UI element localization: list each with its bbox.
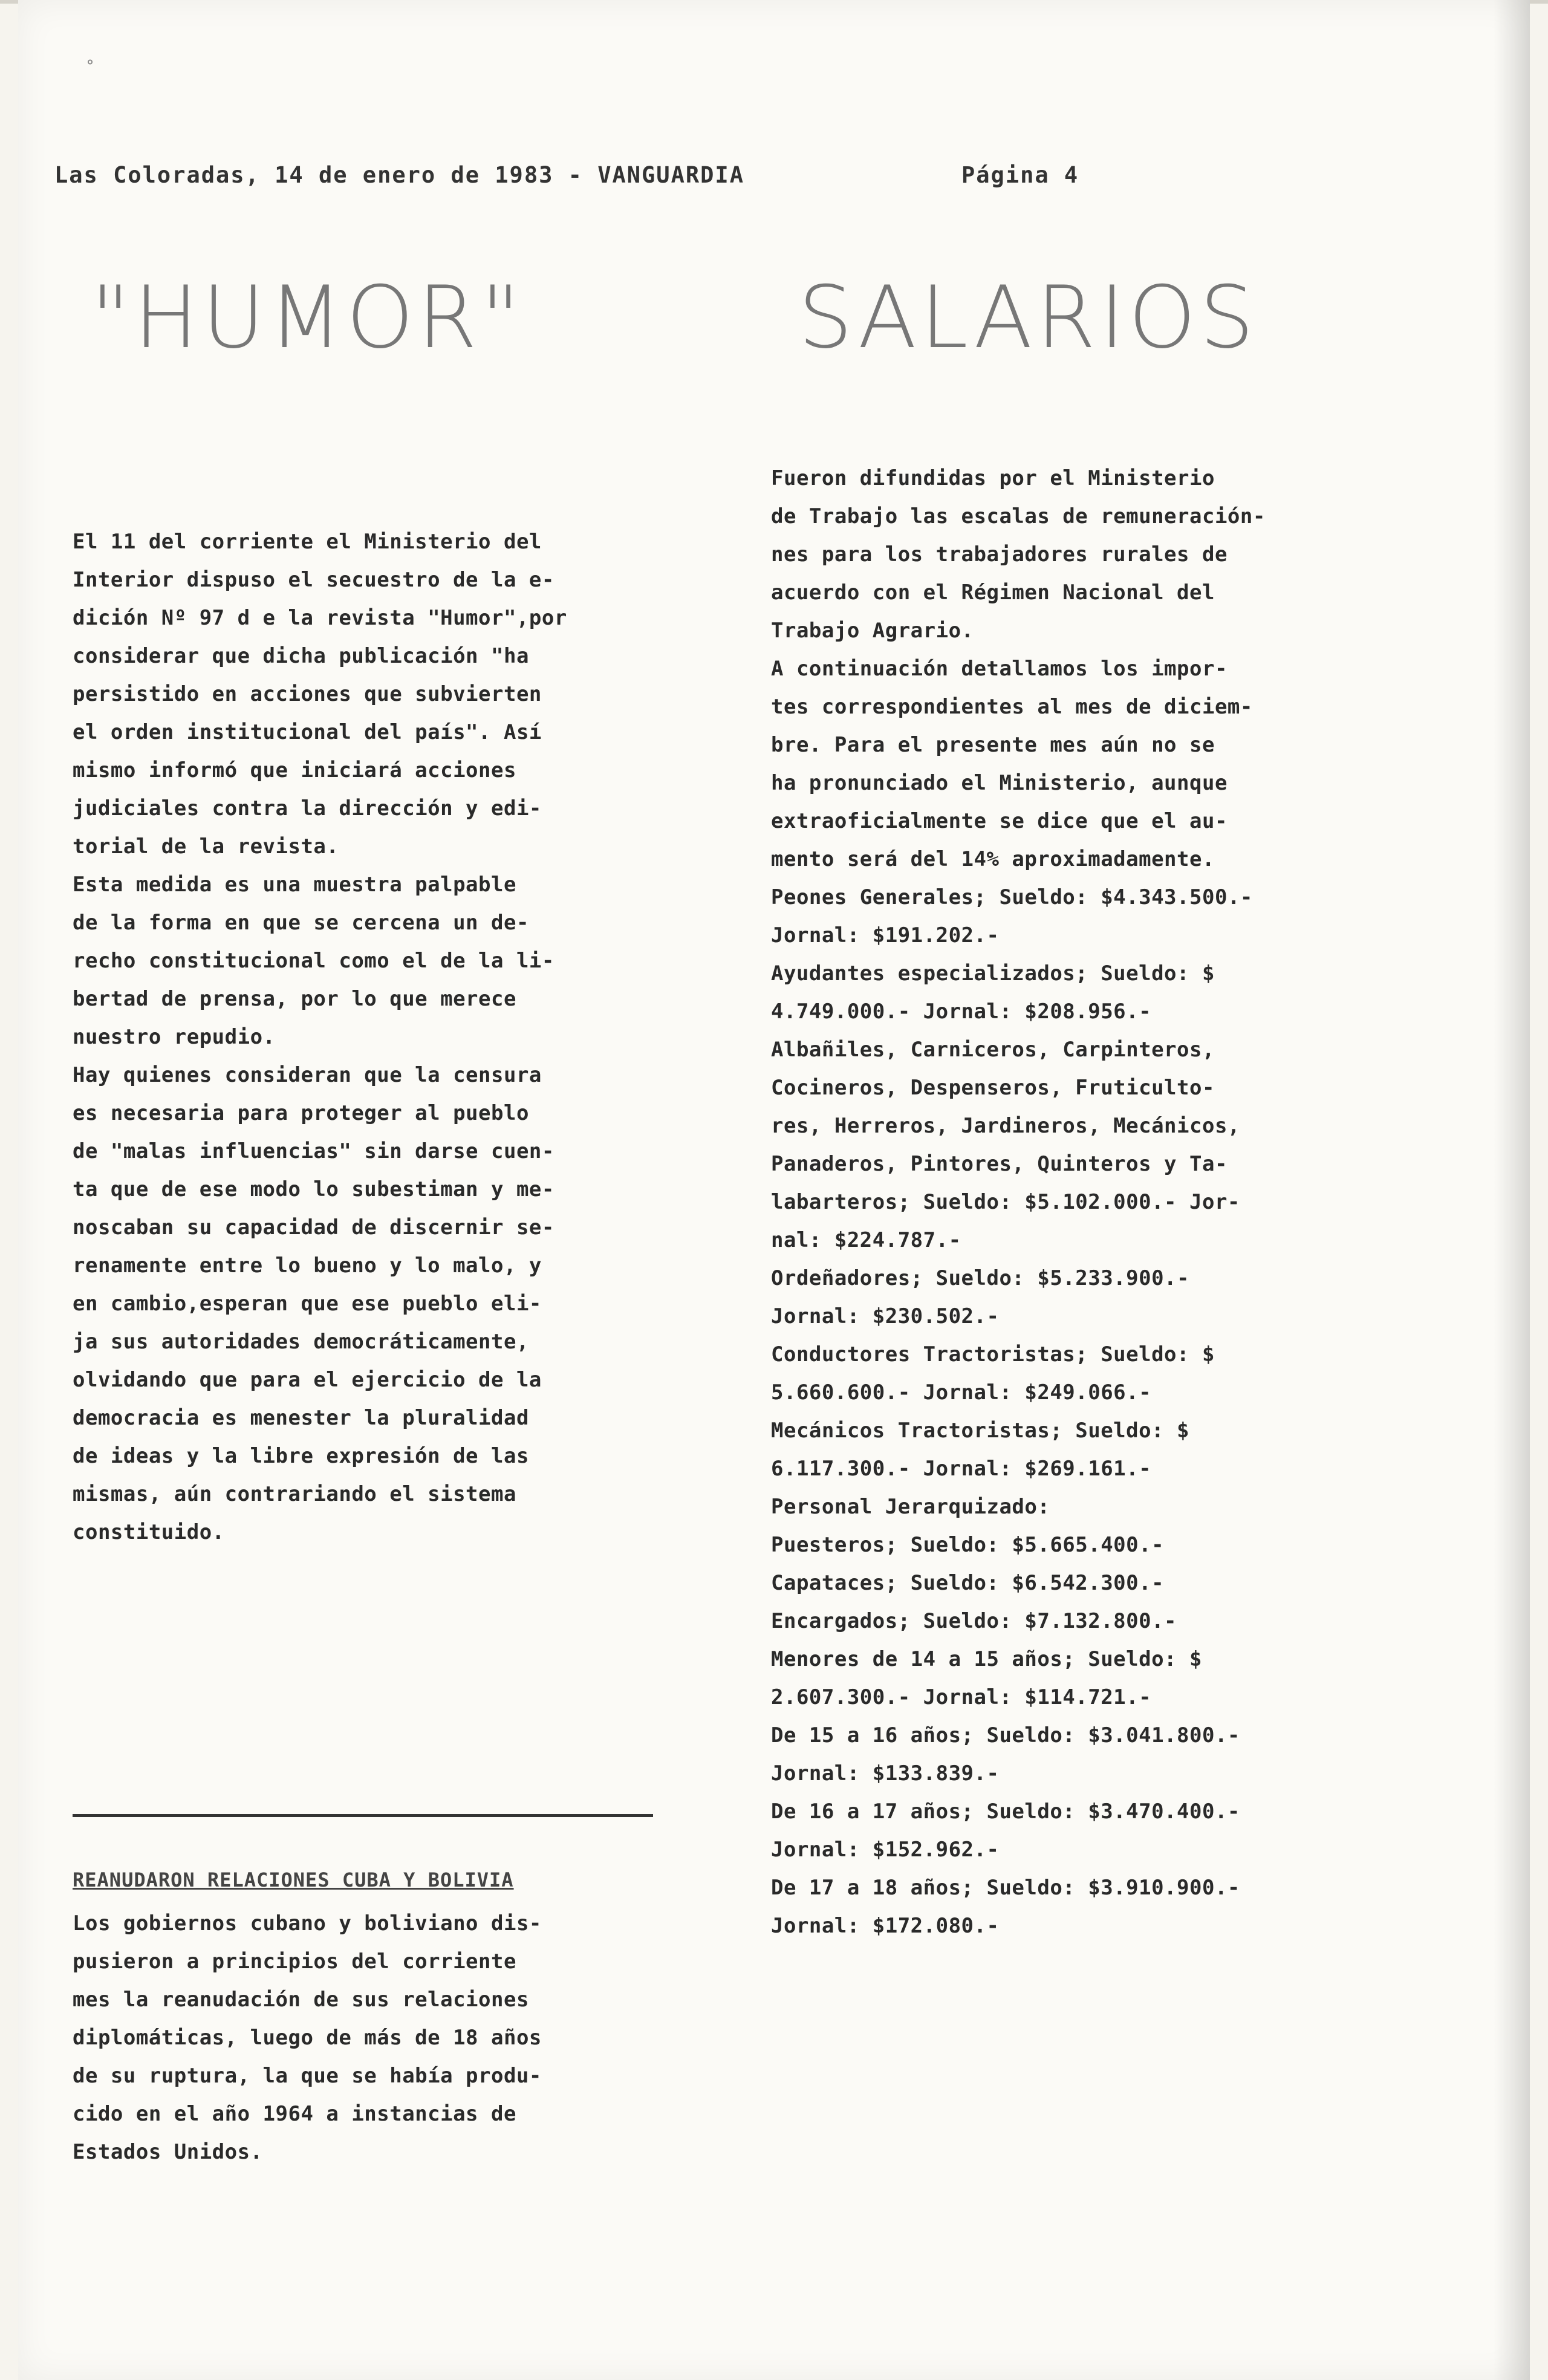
text-line: Jornal: $191.202.-	[771, 923, 1000, 948]
text-line: considerar que dicha publicación "ha	[73, 644, 529, 668]
text-line: El 11 del corriente el Ministerio del	[73, 530, 542, 554]
text-line: Jornal: $230.502.-	[771, 1304, 1000, 1328]
section-divider	[73, 1814, 653, 1817]
text-line: Peones Generales; Sueldo: $4.343.500.-	[771, 885, 1253, 909]
text-line: mes la reanudación de sus relaciones	[73, 1988, 529, 2012]
text-line: Cocineros, Despenseros, Fruticulto-	[771, 1076, 1215, 1100]
text-line: mismo informó que iniciará acciones	[73, 758, 516, 782]
text-line: Conductores Tractoristas; Sueldo: $	[771, 1342, 1215, 1367]
dateline: Las Coloradas, 14 de enero de 1983 - VANGUARDIA	[54, 162, 744, 188]
text-line: de ideas y la libre expresión de las	[73, 1444, 529, 1468]
text-line: Jornal: $152.962.-	[771, 1838, 1000, 1862]
text-line: nal: $224.787.-	[771, 1228, 961, 1252]
text-line: tes correspondientes al mes de diciem-	[771, 695, 1253, 719]
text-line: nuestro repudio.	[73, 1025, 276, 1049]
text-line: Jornal: $172.080.-	[771, 1914, 1000, 1938]
text-line: Ayudantes especializados; Sueldo: $	[771, 961, 1215, 986]
text-line: de Trabajo las escalas de remuneración-	[771, 504, 1266, 528]
text-line: ta que de ese modo lo subestiman y me-	[73, 1177, 554, 1201]
text-line: es necesaria para proteger al pueblo	[73, 1101, 529, 1125]
text-line: De 17 a 18 años; Sueldo: $3.910.900.-	[771, 1876, 1240, 1900]
text-line: Trabajo Agrario.	[771, 619, 974, 643]
text-line: mismas, aún contrariando el sistema	[73, 1482, 516, 1506]
text-line: constituido.	[73, 1520, 225, 1544]
humor-article	[73, 523, 683, 1552]
stray-mark: ˚	[85, 59, 96, 80]
humor-title: "HUMOR"	[91, 268, 524, 368]
text-line: el orden institucional del país". Así	[73, 720, 542, 744]
text-line: de su ruptura, la que se había produ-	[73, 2064, 542, 2088]
text-line: Puesteros; Sueldo: $5.665.400.-	[771, 1533, 1165, 1557]
text-line: nes para los trabajadores rurales de	[771, 542, 1228, 567]
text-line: ja sus autoridades democráticamente,	[73, 1330, 529, 1354]
text-line: democracia es menester la pluralidad	[73, 1406, 529, 1430]
text-line: torial de la revista.	[73, 834, 339, 859]
text-line: bre. Para el presente mes aún no se	[771, 733, 1215, 757]
text-line: persistido en acciones que subvierten	[73, 682, 542, 706]
text-line: ha pronunciado el Ministerio, aunque	[771, 771, 1228, 795]
text-line: diplomáticas, luego de más de 18 años	[73, 2026, 542, 2050]
salarios-title: SALARIOS	[798, 268, 1258, 368]
text-line: 2.607.300.- Jornal: $114.721.-	[771, 1685, 1152, 1709]
text-line: de la forma en que se cercena un de-	[73, 911, 529, 935]
text-line: Jornal: $133.839.-	[771, 1761, 1000, 1786]
text-line: de "malas influencias" sin darse cuen-	[73, 1139, 554, 1163]
text-line: Ordeñadores; Sueldo: $5.233.900.-	[771, 1266, 1190, 1290]
text-line: res, Herreros, Jardineros, Mecánicos,	[771, 1114, 1240, 1138]
cuba-bolivia-article	[73, 1905, 683, 2171]
text-line: renamente entre lo bueno y lo malo, y	[73, 1253, 542, 1278]
text-line: labarteros; Sueldo: $5.102.000.- Jor-	[771, 1190, 1240, 1214]
text-line: recho constitucional como el de la li-	[73, 949, 554, 973]
text-line: Los gobiernos cubano y boliviano dis-	[73, 1911, 542, 1936]
text-line: dición Nº 97 d e la revista "Humor",por	[73, 606, 567, 630]
text-line: Mecánicos Tractoristas; Sueldo: $	[771, 1419, 1190, 1443]
text-line: De 15 a 16 años; Sueldo: $3.041.800.-	[771, 1723, 1240, 1748]
text-line: Hay quienes consideran que la censura	[73, 1063, 542, 1087]
text-line: acuerdo con el Régimen Nacional del	[771, 580, 1215, 605]
text-line: Estados Unidos.	[73, 2140, 263, 2164]
text-line: Personal Jerarquizado:	[771, 1495, 1050, 1519]
text-line: Esta medida es una muestra palpable	[73, 873, 516, 897]
text-line: en cambio,esperan que ese pueblo eli-	[73, 1292, 542, 1316]
text-line: Interior dispuso el secuestro de la e-	[73, 568, 554, 592]
text-line: 5.660.600.- Jornal: $249.066.-	[771, 1380, 1152, 1405]
text-line: bertad de prensa, por lo que merece	[73, 987, 516, 1011]
text-line: cido en el año 1964 a instancias de	[73, 2102, 516, 2126]
text-line: Albañiles, Carniceros, Carpinteros,	[771, 1038, 1215, 1062]
text-line: mento será del 14% aproximadamente.	[771, 847, 1215, 871]
text-line: olvidando que para el ejercicio de la	[73, 1368, 542, 1392]
text-line: Capataces; Sueldo: $6.542.300.-	[771, 1571, 1165, 1595]
text-line: 4.749.000.- Jornal: $208.956.-	[771, 1000, 1152, 1024]
text-line: pusieron a principios del corriente	[73, 1949, 516, 1974]
text-line: judiciales contra la dirección y edi-	[73, 796, 542, 821]
page-shadow	[1494, 0, 1530, 2380]
salarios-article	[771, 460, 1400, 1945]
text-line: Fueron difundidas por el Ministerio	[771, 466, 1215, 490]
page-number: Página 4	[961, 162, 1079, 188]
page-header	[54, 162, 1494, 188]
text-line: Panaderos, Pintores, Quinteros y Ta-	[771, 1152, 1228, 1176]
text-line: Menores de 14 a 15 años; Sueldo: $	[771, 1647, 1202, 1671]
text-line: noscaban su capacidad de discernir se-	[73, 1215, 554, 1240]
cuba-bolivia-headline: REANUDARON RELACIONES CUBA Y BOLIVIA	[73, 1868, 514, 1891]
text-line: extraoficialmente se dice que el au-	[771, 809, 1228, 833]
text-line: A continuación detallamos los impor-	[771, 657, 1228, 681]
text-line: 6.117.300.- Jornal: $269.161.-	[771, 1457, 1152, 1481]
text-line: De 16 a 17 años; Sueldo: $3.470.400.-	[771, 1800, 1240, 1824]
text-line: Encargados; Sueldo: $7.132.800.-	[771, 1609, 1177, 1633]
